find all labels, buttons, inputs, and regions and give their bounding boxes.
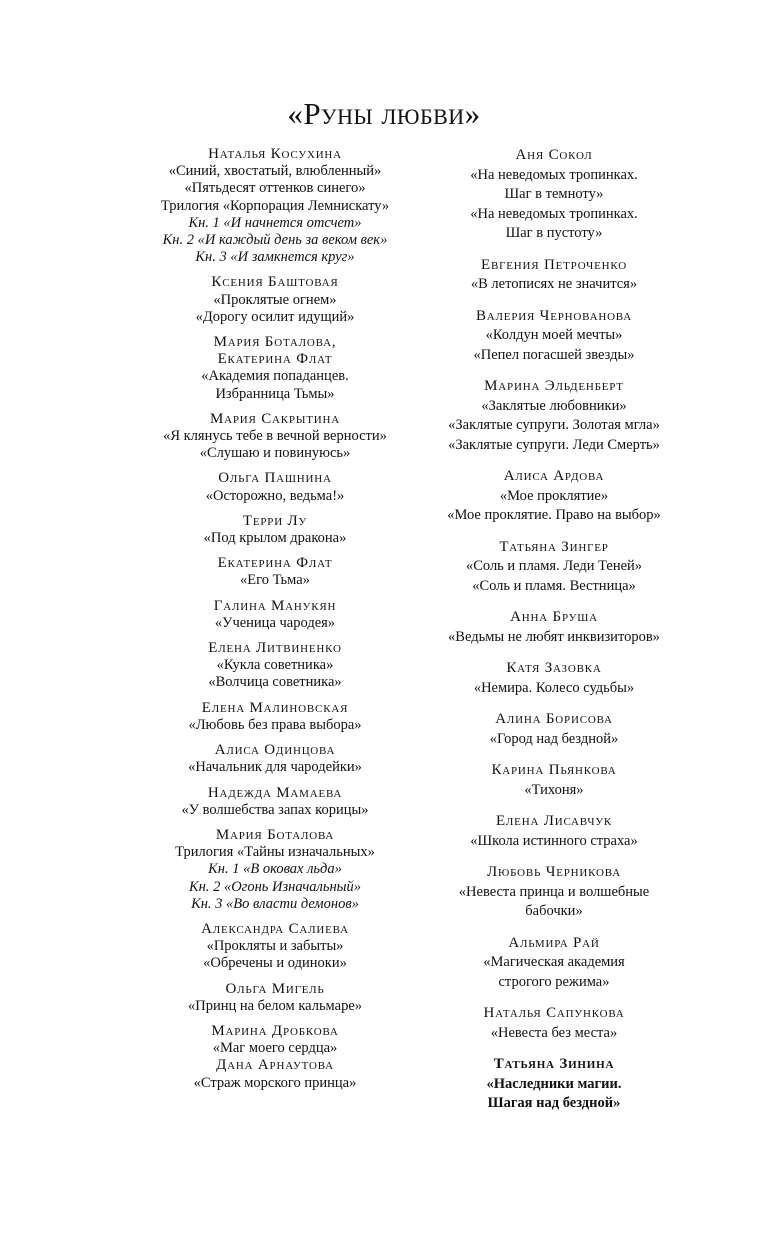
book-title: «Я клянусь тебе в вечной верности» (163, 428, 387, 445)
catalog-entry (100, 334, 450, 403)
book-title: бабочки» (525, 903, 583, 919)
book-title: Трилогия «Тайны изначальных» (175, 844, 375, 861)
book-title: «Пятьдесят оттенков синего» (184, 180, 366, 197)
author-name: Аня Сокол (515, 147, 593, 163)
book-title: «Заклятые супруги. Леди Смерть» (448, 436, 660, 453)
catalog-entry (420, 812, 688, 851)
catalog-entry (100, 411, 450, 463)
author-name: Александра Салиева (201, 920, 349, 937)
author-name: Екатерина Флат (217, 555, 333, 572)
author-name: Евгения Петроченко (481, 256, 627, 273)
catalog-entry (100, 640, 450, 692)
book-title: «Слушаю и повинуюсь» (199, 445, 351, 462)
book-title: Шагая над бездной» (487, 1095, 621, 1111)
book-title: «Начальник для чародейки» (188, 759, 362, 776)
book-title: «Заклятые любовники» (481, 397, 627, 414)
book-title: «Тихоня» (524, 781, 584, 798)
catalog-entry (420, 538, 688, 597)
author-name: Мария Боталова, (213, 334, 337, 351)
book-title: «Принц на белом кальмаре» (187, 997, 362, 1014)
author-name: Катя Зазовка (506, 660, 602, 676)
book-title: «Соль и пламя. Вестница» (472, 577, 636, 594)
author-name: Екатерина Флат (217, 351, 333, 368)
catalog-entry (100, 700, 450, 734)
author-name: Наталья Сапункова (483, 1005, 625, 1021)
catalog-entry (100, 274, 450, 326)
book-title: «Ведьмы не любят инквизиторов» (448, 628, 660, 645)
book-title: «Маг моего сердца» (212, 1040, 338, 1057)
book-title: Кн. 2 «И каждый день за веком век» (162, 232, 388, 249)
book-title: Кн. 1 «И начнется отсчет» (188, 214, 362, 231)
catalog-entry (100, 513, 450, 547)
book-title: Кн. 2 «Огонь Изначальный» (189, 878, 361, 895)
book-title: «Город над бездной» (489, 730, 619, 747)
author-name: Альмира Рай (508, 934, 600, 951)
book-title: Избранница Тьмы» (215, 385, 335, 402)
catalog-entry (100, 742, 450, 776)
author-name: Наталья Косухина (208, 146, 342, 162)
book-title: «Обречены и одиноки» (203, 955, 347, 972)
author-name: Елена Малиновская (201, 699, 349, 716)
book-title: «Ученица чародея» (214, 614, 336, 631)
catalog-entry (100, 598, 450, 632)
catalog-entry (420, 467, 688, 526)
author-name: Анна Бруша (510, 609, 598, 625)
book-title: «У волшебства запах корицы» (181, 801, 369, 818)
book-title: «Немира. Колесо судьбы» (473, 679, 635, 696)
catalog-entry (100, 785, 450, 819)
author-name: Елена Лисавчук (495, 813, 613, 829)
book-title: «На неведомых тропинках. (470, 205, 638, 222)
book-title: «Волчица советника» (208, 674, 342, 691)
left-column (100, 146, 450, 1100)
book-title: «Проклятые огнем» (213, 291, 337, 308)
author-name: Марина Эльденберт (484, 378, 624, 394)
catalog-entry (100, 555, 450, 589)
author-name: Ольга Мигель (225, 980, 325, 997)
book-title: Шаг в темноту» (504, 186, 604, 202)
book-title: «Мое проклятие» (499, 487, 609, 504)
author-name: Ксения Баштовая (211, 274, 339, 291)
book-title: «Мое проклятие. Право на выбор» (447, 507, 661, 523)
book-title: «Прокляты и забыты» (206, 938, 344, 955)
book-title: «Невеста без места» (490, 1024, 618, 1041)
book-title: «Синий, хвостатый, влюбленный» (168, 163, 382, 180)
book-title: «Страж морского принца» (193, 1074, 357, 1091)
right-column (420, 146, 688, 1126)
catalog-entry (100, 146, 450, 266)
book-title: «Магическая академия (483, 954, 625, 970)
author-name: Галина Манукян (213, 597, 337, 614)
book-title: «Наследники магии. (486, 1075, 622, 1092)
book-title: «Заклятые супруги. Золотая мгла» (448, 417, 660, 433)
author-name: Татьяна Зинина (493, 1056, 615, 1072)
book-title: «Дорогу осилит идущий» (195, 308, 355, 325)
catalog-entry (420, 256, 688, 295)
author-name: Алиса Ардова (503, 468, 605, 484)
book-title: «На неведомых тропинках. (470, 166, 638, 183)
book-title: «Его Тьма» (240, 572, 310, 589)
author-name: Валерия Чернованова (475, 307, 632, 324)
author-name: Терри Лу (242, 512, 308, 529)
book-title: «В летописях не значится» (470, 276, 638, 292)
book-title: «Пепел погасшей звезды» (473, 346, 635, 363)
catalog-entry (100, 921, 450, 973)
book-title: «Колдун моей мечты» (485, 327, 623, 343)
book-title: Кн. 3 «Во власти демонов» (191, 895, 359, 912)
author-name: Мария Сакрытина (210, 410, 340, 427)
catalog-entry (420, 659, 688, 698)
author-name: Мария Боталова (215, 826, 335, 843)
catalog-entry (420, 863, 688, 922)
book-title: «Школа истинного страха» (470, 832, 638, 849)
book-title: строгого режима» (498, 973, 610, 990)
catalog-entry (420, 377, 688, 455)
book-title: «Академия попаданцев. (201, 368, 349, 385)
book-title: «Осторожно, ведьма!» (205, 487, 345, 504)
book-title: Кн. 3 «И замкнется круг» (195, 249, 355, 266)
catalog-entry (420, 934, 688, 993)
author-name: Карина Пьянкова (491, 762, 617, 778)
author-name: Марина Дробкова (211, 1022, 339, 1039)
book-title: «Любовь без права выбора» (188, 716, 362, 733)
book-title: «Кукла советника» (216, 657, 334, 674)
author-name: Любовь Черникова (487, 864, 621, 880)
catalog-entry (100, 1023, 450, 1092)
author-name: Ольга Пашнина (218, 470, 332, 487)
catalog-entry (100, 827, 450, 913)
author-name: Елена Литвиненко (208, 640, 342, 657)
catalog-entry (420, 307, 688, 366)
book-title: Трилогия «Корпорация Лемнискату» (160, 197, 390, 214)
series-title: «Руны любви» (287, 96, 481, 131)
catalog-entry (420, 710, 688, 749)
author-name: Дана Арнаутова (216, 1057, 334, 1074)
book-title: Шаг в пустоту» (505, 225, 603, 241)
catalog-entry (420, 608, 688, 647)
catalog-entry (100, 981, 450, 1015)
author-name: Алина Борисова (495, 711, 613, 727)
book-title: «Соль и пламя. Леди Теней» (465, 558, 643, 574)
author-name: Алиса Одинцова (214, 742, 336, 759)
author-name: Надежда Мамаева (207, 784, 343, 801)
book-title: Кн. 1 «В оковах льда» (208, 861, 342, 878)
author-name: Татьяна Зингер (499, 538, 609, 555)
catalog-entry (420, 146, 688, 244)
catalog-entry (100, 470, 450, 504)
book-title: «Под крылом дракона» (203, 530, 347, 547)
book-title: «Невеста принца и волшебные (458, 883, 650, 900)
catalog-entry (420, 1055, 688, 1114)
catalog-entry (420, 1004, 688, 1043)
catalog-entry (420, 761, 688, 800)
